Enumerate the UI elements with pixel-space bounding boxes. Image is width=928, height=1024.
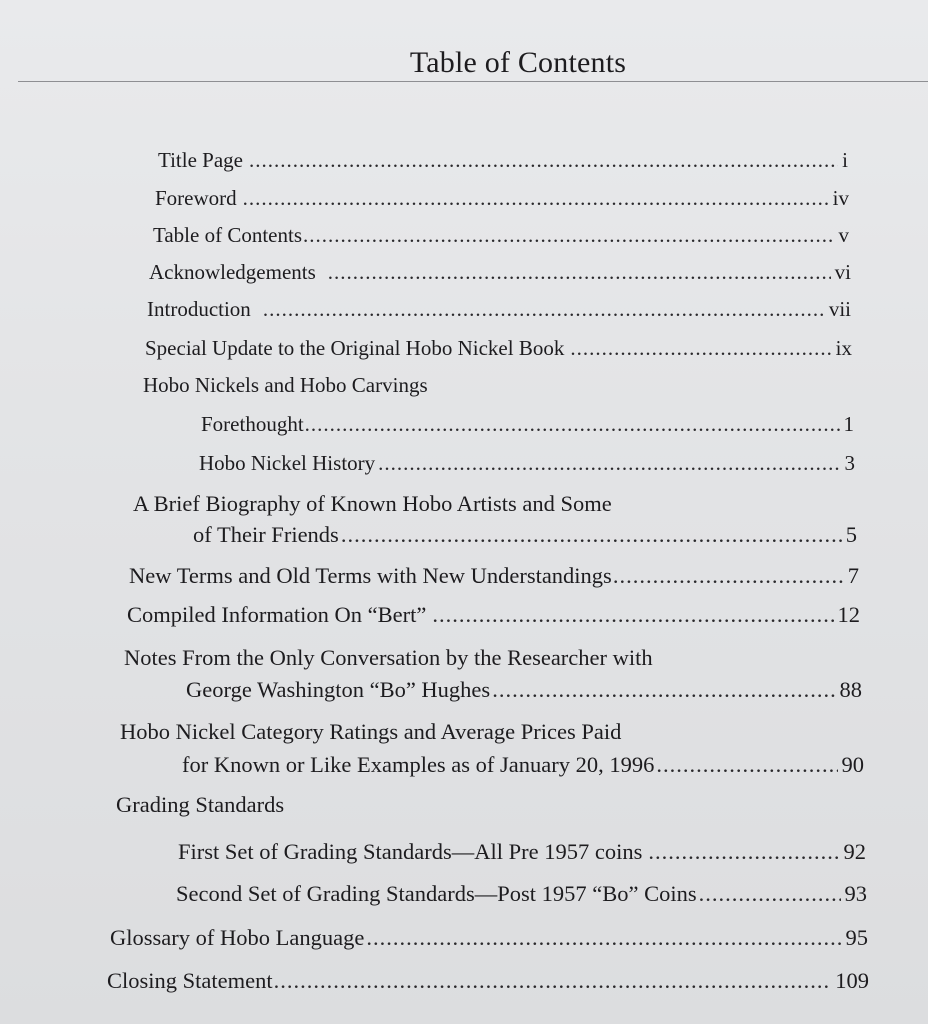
toc-entry [158,145,848,175]
toc-entry [201,409,854,439]
toc-entry-page: vii [828,297,851,321]
toc-entry-label: Special Update to the Original Hobo Nickel Book [145,336,565,360]
toc-entry-page: 109 [835,968,869,993]
toc-entry-label-continued: for Known or Like Examples as of January 20, 1996 [182,752,655,777]
toc-entry-label: New Terms and Old Terms with New Understandings [129,563,612,588]
toc-entry [178,837,866,867]
toc-entry-page: 5 [845,522,857,547]
toc-section-heading [143,370,428,400]
dot-leader [243,183,829,213]
toc-entry-line1 [133,489,612,519]
toc-entry [193,520,857,550]
toc-entry-label: Grading Standards [116,792,285,817]
dot-leader [328,257,831,287]
toc-entry-page: 3 [844,451,855,475]
toc-entry-label: Second Set of Grading Standards—Post 1957 “Bo” Coins [176,881,697,906]
dot-leader [656,750,837,780]
toc-entry-page: i [842,148,848,172]
toc-entry-label: Forethought [201,412,304,436]
title-rule [18,81,928,82]
toc-entry-label: First Set of Grading Standards—All Pre 1957 coins [178,839,643,864]
dot-leader [378,448,840,478]
dot-leader [366,923,841,953]
toc-entry-page: 12 [837,602,860,627]
toc-entry-line1 [120,717,621,747]
page-title: Table of Contents [409,46,627,79]
toc-entry-label: Closing Statement [107,968,273,993]
toc-entry [147,294,851,324]
dot-leader [492,675,835,705]
toc-entry-line1 [124,643,653,673]
toc-entry [155,183,849,213]
toc-entry-label: Compiled Information On “Bert” [127,602,427,627]
toc-entry-label: Notes From the Only Conversation by the Researcher with [124,645,653,670]
toc-entry-label: Glossary of Hobo Language [110,925,365,950]
dot-leader [303,220,835,250]
toc-entry [153,220,849,250]
dot-leader [699,879,841,909]
toc-entry-page: 92 [843,839,866,864]
dot-leader [263,294,825,324]
dot-leader [570,333,831,363]
dot-leader [432,600,836,630]
toc-entry-page: vi [834,260,851,284]
toc-entry-label: Hobo Nickels and Hobo Carvings [143,373,428,397]
toc-entry [186,675,862,705]
toc-entry-label-continued: George Washington “Bo” Hughes [186,677,491,702]
toc-entry [110,923,868,953]
toc-entry-label-continued: of Their Friends [193,522,339,547]
toc-entry-label: Introduction [147,297,251,321]
toc-entry [107,966,869,996]
toc-section-heading [116,790,284,820]
dot-leader [274,966,832,996]
toc-entry-page: iv [832,186,849,210]
toc-entry [199,448,855,478]
toc-entry-page: v [838,223,849,247]
toc-entry-page: 88 [839,677,862,702]
toc-entry-label: Hobo Nickel Category Ratings and Average Prices Paid [120,719,622,744]
dot-leader [613,561,844,591]
toc-entry [176,879,867,909]
toc-entry-page: 95 [845,925,868,950]
toc-entry-page: ix [835,336,852,360]
toc-entry-label: Table of Contents [153,223,302,247]
dot-leader [249,145,838,175]
dot-leader [341,520,842,550]
toc-entry [182,750,864,780]
toc-entry [149,257,851,287]
dot-leader [648,837,839,867]
dot-leader [305,409,840,439]
toc-entry-label: Hobo Nickel History [199,451,376,475]
toc-entry-label: Acknowledgements [149,260,316,284]
toc-entry [129,561,859,591]
toc-entry-page: 90 [841,752,864,777]
toc-entry-label: Title Page [158,148,243,172]
toc-entry-page: 1 [843,412,854,436]
toc-entry-page: 93 [844,881,867,906]
toc-entry [127,600,860,630]
toc-entry [145,333,852,363]
toc-entry-page: 7 [847,563,859,588]
toc-entry-label: Foreword [155,186,237,210]
toc-entry-label: A Brief Biography of Known Hobo Artists and Some [133,491,612,516]
